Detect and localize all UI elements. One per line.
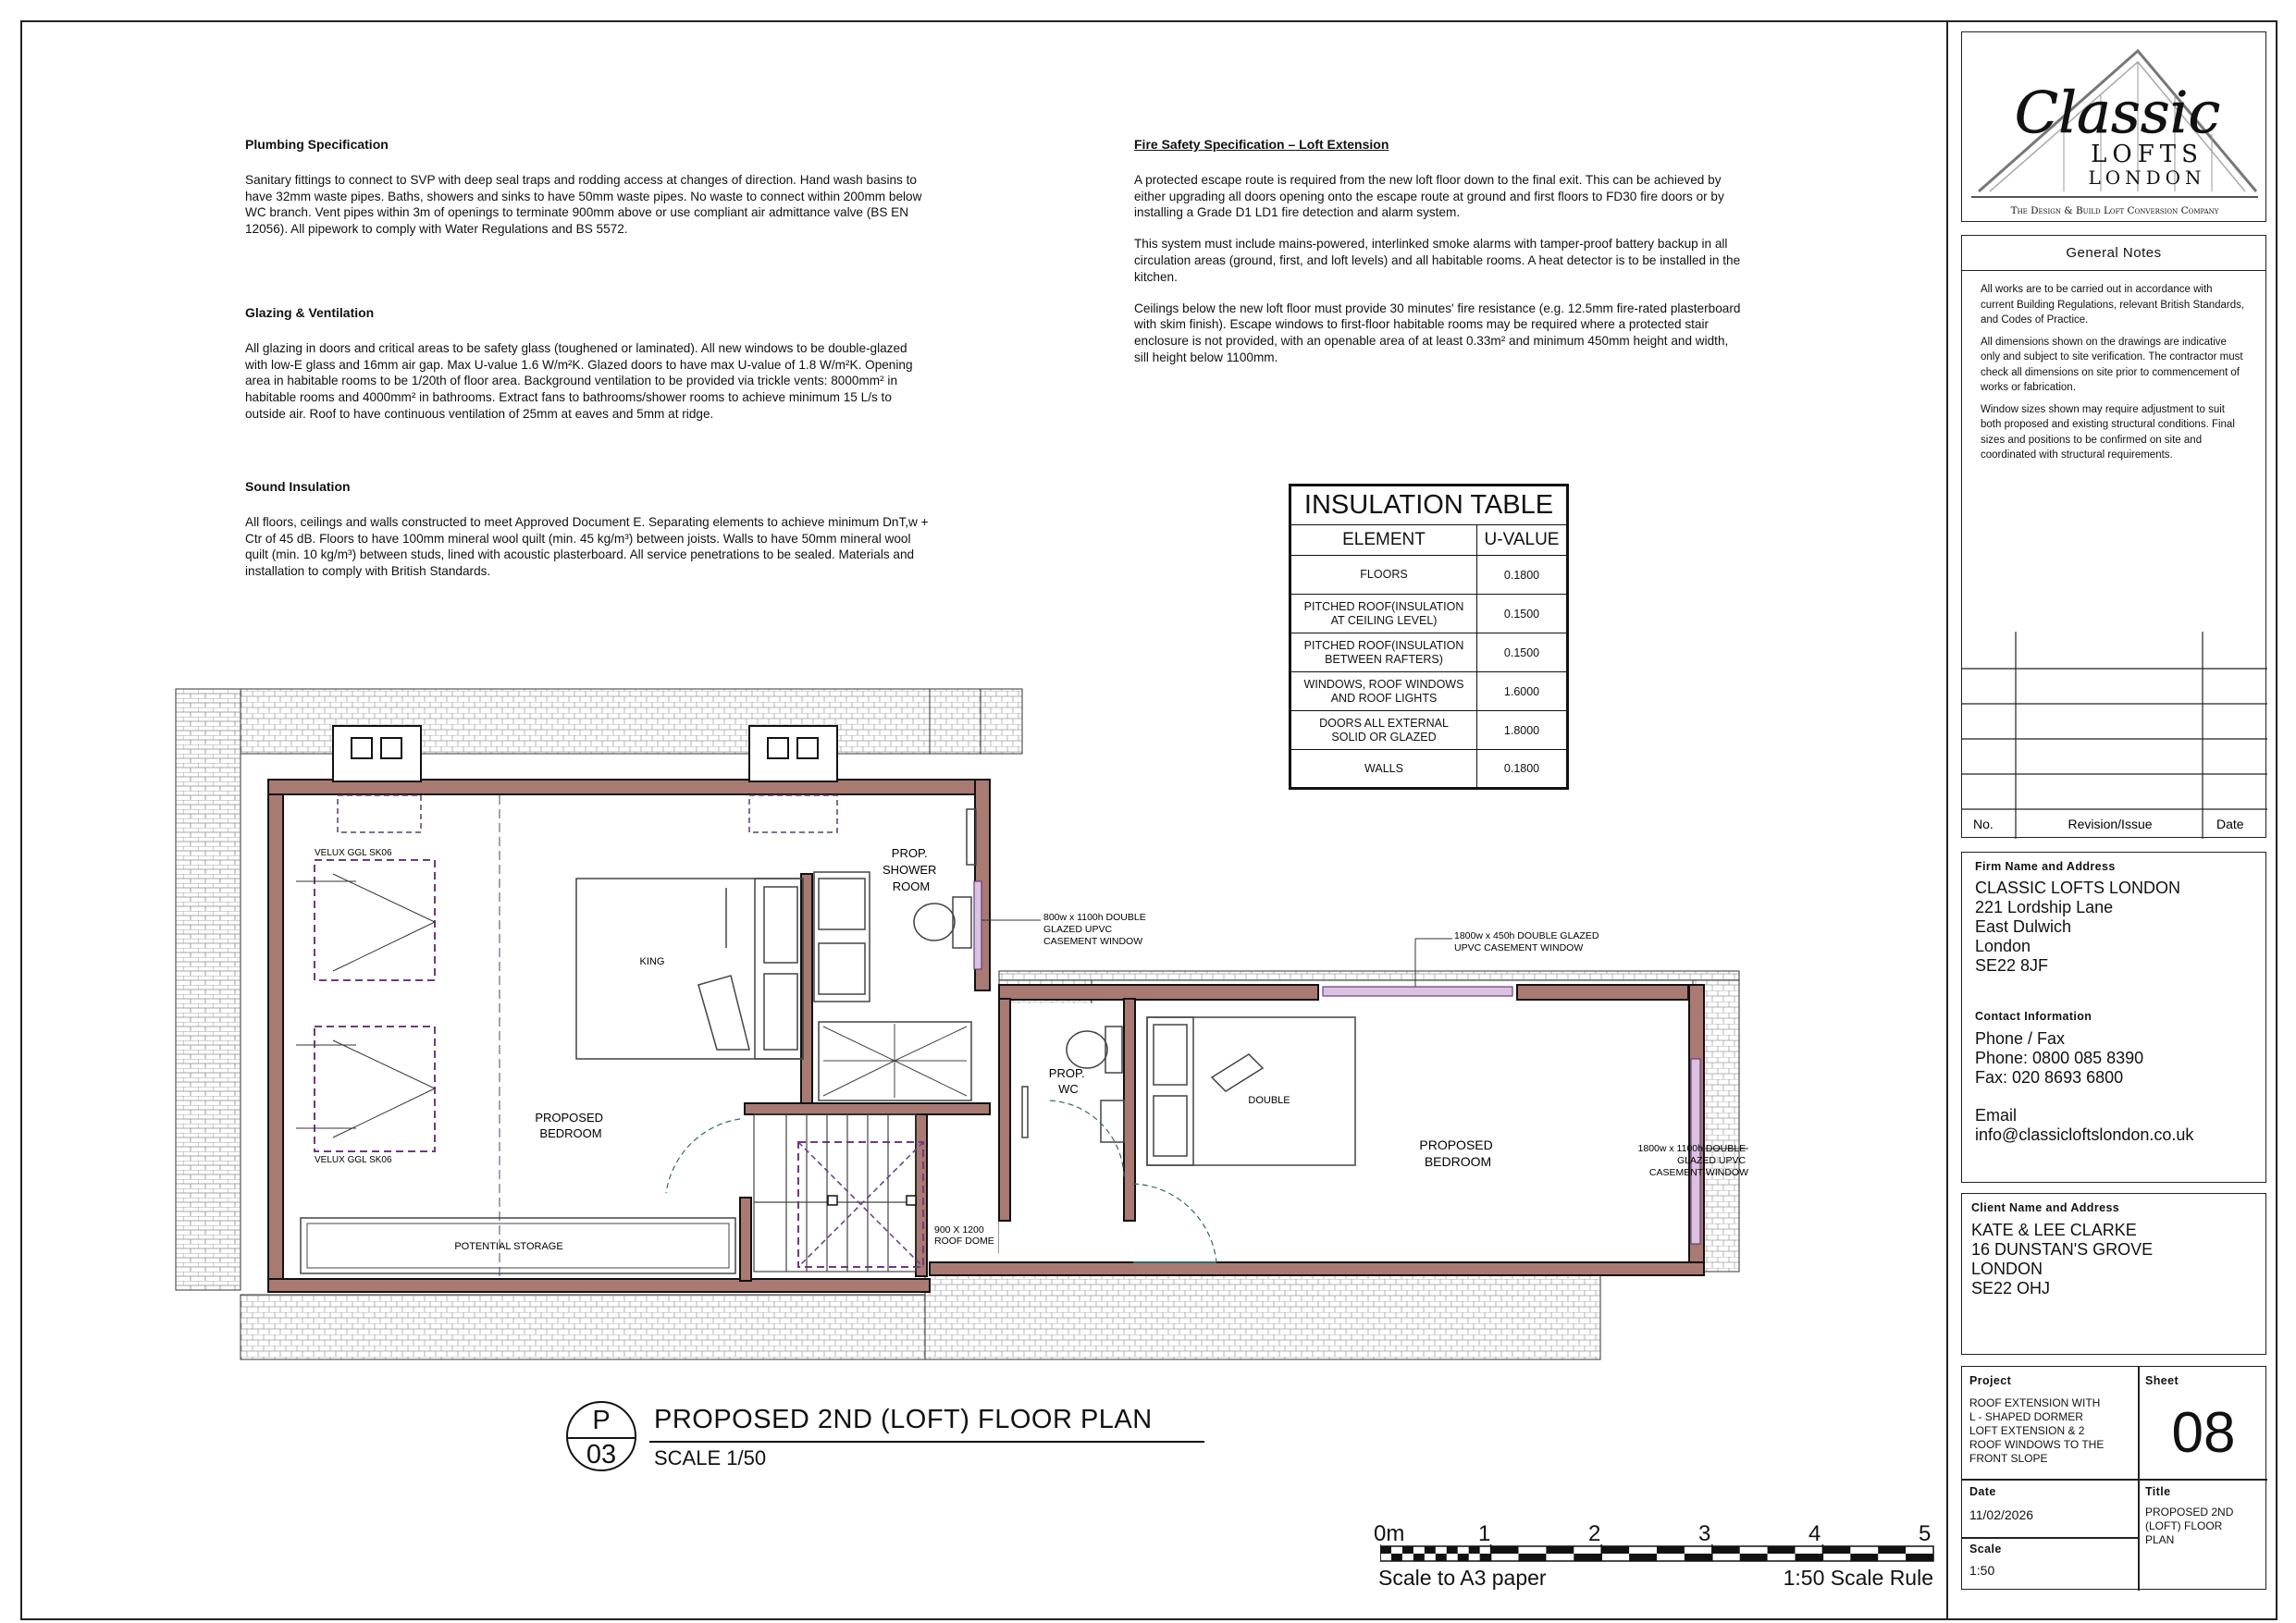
scale-caption-right: 1:50 Scale Rule xyxy=(1783,1566,1933,1590)
fire-p3: Ceilings below the new loft floor must provide 30 minutes' fire resistance (e.g. 12.5mm fire-rated plasterboard with skim finish). Escape windows to first-floor habitable rooms may be required where a protected stair enclosure is not provided, with an openable area of at least 0.33m² and minimum 450mm height and width, sill height below 1100mm. xyxy=(1134,301,1741,364)
sound-body: All floors, ceilings and walls constructed to meet Approved Document E. Separating elements to achieve minimum DnT,w + Ctr of 45 dB. Floors to have 100mm mineral wool quilt (min. 45 kg/m³) between joists. Walls to have 50mm mineral wool quilt (min. 10 kg/m³) between studs, lined with acoustic plasterboard. All service penetrations to be sealed. Materials and installation to comply with British Standards. xyxy=(245,514,929,579)
shower-window xyxy=(974,881,981,969)
contact-line: Phone: 0800 085 8390 xyxy=(1975,1049,2144,1067)
ruler-block xyxy=(1402,1546,1413,1554)
drawing-title-rule xyxy=(649,1441,1204,1443)
client-box xyxy=(1961,1193,2266,1355)
ruler-block xyxy=(1850,1554,1878,1561)
project-line: ROOF EXTENSION WITH xyxy=(1969,1396,2101,1409)
shower-label-line: ROOM xyxy=(892,879,931,893)
firm-heading: Firm Name and Address xyxy=(1975,860,2116,873)
title-block-divider xyxy=(1946,20,1948,1620)
velux-label-bottom: VELUX GGL SK06 xyxy=(315,1155,392,1165)
title-label: Title xyxy=(2145,1485,2171,1498)
logo-box xyxy=(1961,31,2266,222)
roof-top-right xyxy=(930,689,981,754)
king-label: KING xyxy=(639,956,665,967)
glazing-spec xyxy=(245,305,930,437)
client-line: LONDON xyxy=(1971,1260,2043,1278)
date-value: 11/02/2026 xyxy=(1969,1507,2034,1522)
dormer-window xyxy=(1323,987,1512,996)
ruler-block xyxy=(1491,1546,1519,1554)
wall-left xyxy=(268,780,283,1279)
ruler-block xyxy=(1712,1546,1740,1554)
company-logo xyxy=(1962,32,2267,223)
wall-stair-bottom xyxy=(740,1198,751,1281)
fire-title: Fire Safety Specification – Loft Extension xyxy=(1134,137,1389,152)
project-divider-h xyxy=(1962,1479,2267,1481)
velux-label-top: VELUX GGL SK06 xyxy=(315,848,392,858)
chimney-right xyxy=(749,726,837,781)
double-label: DOUBLE xyxy=(1248,1095,1290,1106)
dormer-window-label xyxy=(1454,930,1601,953)
ruler-block xyxy=(1768,1546,1796,1554)
project-line: L - SHAPED DORMER xyxy=(1969,1410,2083,1423)
ruler-block xyxy=(1391,1554,1402,1561)
shower-window-label xyxy=(1043,912,1149,947)
firm-line: CLASSIC LOFTS LONDON xyxy=(1975,879,2181,897)
badge-bottom: 03 xyxy=(586,1440,617,1469)
wall-stair-right xyxy=(916,1114,927,1276)
col-uvalue: U-VALUE xyxy=(1477,525,1568,556)
general-note: All works are to be carried out in accordance with current Building Regulations, relevant British Standards, and Codes of Practice. xyxy=(1981,284,2245,326)
shower-label-line: PROP. xyxy=(891,846,928,860)
element-label: WINDOWS, ROOF WINDOWS xyxy=(1303,677,1464,691)
revision-table xyxy=(1962,632,2267,839)
uvalue: 1.8000 xyxy=(1477,711,1568,750)
wall-bottom-left xyxy=(268,1279,930,1292)
ruler-block xyxy=(1413,1554,1425,1561)
ruler-block xyxy=(1822,1546,1850,1554)
drawing-badge xyxy=(566,1401,636,1471)
plumbing-body: Sanitary fittings to connect to SVP with deep seal traps and rodding access at changes of direction. Hand wash basins to have 32mm waste pipes. Baths, showers and sinks to have 50mm waste pipes. No waste to connect within 200mm below WC branch. Vent pipes within 3m of openings to terminate 900mm above or use compliant air admittance valve (BS EN 12056). All pipework to comply with Water Regulations and BS 5572. xyxy=(245,172,922,237)
scale-label: Scale xyxy=(1969,1543,2002,1555)
scale-value: 1:50 xyxy=(1969,1563,1995,1578)
table-row xyxy=(1290,633,1568,672)
ruler-block xyxy=(1796,1554,1823,1561)
roof-dome-label-line: ROOF DOME xyxy=(934,1236,994,1247)
rear-window-label-line: 1800w x 1100h DOUBLE xyxy=(1637,1143,1747,1154)
project-label: Project xyxy=(1969,1374,2012,1387)
contact-heading: Contact Information xyxy=(1975,1010,2092,1023)
element-label: PITCHED ROOF(INSULATION xyxy=(1303,638,1464,652)
uvalue: 0.1800 xyxy=(1477,556,1568,595)
client-heading: Client Name and Address xyxy=(1971,1201,2120,1214)
logo-lofts: LOFTS xyxy=(2091,141,2203,168)
ruler-block xyxy=(1458,1554,1469,1561)
table-row xyxy=(1290,595,1568,633)
project-box xyxy=(1961,1366,2266,1590)
sheet-number: 08 xyxy=(2171,1401,2236,1465)
wc-label-line: WC xyxy=(1058,1082,1079,1096)
ruler-block xyxy=(1657,1546,1685,1554)
firm-box xyxy=(1961,852,2266,1183)
logo-london: LONDON xyxy=(2088,166,2206,189)
col-element: ELEMENT xyxy=(1290,525,1477,556)
sound-title: Sound Insulation xyxy=(245,479,351,494)
bedroom-2-label-line: PROPOSED xyxy=(1419,1137,1493,1152)
firm-line: 221 Lordship Lane xyxy=(1975,898,2114,916)
badge-top: P xyxy=(592,1406,611,1435)
title-line: PLAN xyxy=(2145,1533,2175,1546)
client-line: 16 DUNSTAN'S GROVE xyxy=(1971,1240,2154,1259)
title-line: (LOFT) FLOOR xyxy=(2145,1519,2223,1532)
roof-bottom xyxy=(241,1295,925,1359)
client-line: SE22 OHJ xyxy=(1971,1279,2051,1297)
uvalue: 1.6000 xyxy=(1477,672,1568,711)
dormer-window-label-line: UPVC CASEMENT WINDOW xyxy=(1454,942,1584,953)
ruler-block xyxy=(1480,1554,1491,1561)
wall-dormer-top-right xyxy=(1517,985,1688,1000)
ruler-block xyxy=(1574,1554,1601,1561)
contact-details xyxy=(1975,1029,2143,1088)
uvalue: 0.1800 xyxy=(1477,750,1568,789)
roof-dormer-top xyxy=(999,971,1739,980)
badge-divider xyxy=(568,1437,635,1439)
plumbing-title: Plumbing Specification xyxy=(245,137,389,152)
wall-dormer-top-left xyxy=(999,985,1318,1000)
sound-spec xyxy=(245,479,930,595)
scale-bar xyxy=(1369,1521,1943,1595)
general-notes-list xyxy=(1962,271,2265,463)
general-notes-box xyxy=(1961,235,2266,838)
contact-line: Fax: 020 8693 6800 xyxy=(1975,1068,2124,1087)
ruler-block xyxy=(1425,1546,1436,1554)
roof-dome-label xyxy=(934,1224,994,1247)
project-line: ROOF WINDOWS TO THE xyxy=(1969,1438,2105,1451)
shower-window-label-line: 800w x 1100h DOUBLE xyxy=(1043,912,1146,923)
email-link[interactable]: info@classicloftslondon.co.uk xyxy=(1975,1125,2194,1144)
rev-date-header: Date xyxy=(2216,817,2244,831)
firm-line: East Dulwich xyxy=(1975,917,2072,936)
bedroom-2-label-line: BEDROOM xyxy=(1424,1154,1492,1169)
element-label: DOORS ALL EXTERNAL xyxy=(1319,716,1449,730)
fire-spec xyxy=(1134,137,1745,381)
client-line: KATE & LEE CLARKE xyxy=(1971,1221,2137,1239)
element-label: WALLS xyxy=(1364,761,1403,775)
email-label: Email xyxy=(1975,1106,2018,1125)
uvalue: 0.1500 xyxy=(1477,633,1568,672)
rear-window-label-line: CASEMENT WINDOW xyxy=(1648,1167,1748,1178)
chimney-left xyxy=(333,726,421,781)
scale-label: 2 xyxy=(1588,1521,1601,1546)
drawing-title-text: PROPOSED 2ND (LOFT) FLOOR PLAN xyxy=(654,1405,1153,1434)
chimney-right-pot-1 xyxy=(768,738,788,758)
ruler-block xyxy=(1469,1546,1480,1554)
shower-window-label-line: GLAZED UPVC xyxy=(1043,924,1113,935)
ruler-block xyxy=(1436,1554,1447,1561)
ruler-block xyxy=(1519,1554,1547,1561)
title-line: PROPOSED 2ND xyxy=(2145,1506,2234,1518)
ruler-block xyxy=(1740,1554,1768,1561)
date-divider xyxy=(1962,1537,2138,1539)
project-line: LOFT EXTENSION & 2 xyxy=(1969,1424,2085,1437)
contact-line: Phone / Fax xyxy=(1975,1029,2066,1048)
dormer-window-label-line: 1800w x 450h DOUBLE GLAZED xyxy=(1454,930,1599,941)
rev-no-header: No. xyxy=(1973,817,1994,831)
date-label: Date xyxy=(1969,1485,1996,1498)
fire-p2: This system must include mains-powered, interlinked smoke alarms with tamper-proof battery backup in all circulation areas (ground, first, and loft levels) and all habitable rooms. A heat detector is to be installed in the kitchen. xyxy=(1134,237,1741,284)
plumbing-spec xyxy=(245,137,930,252)
scale-label: 0m xyxy=(1374,1521,1405,1546)
newel-post xyxy=(828,1196,837,1205)
party-wall-left xyxy=(176,689,241,1290)
general-notes-heading: General Notes xyxy=(1962,236,2265,271)
rear-window-label-line: GLAZED UPVC xyxy=(1676,1155,1747,1166)
floor-plan xyxy=(139,677,1748,1373)
ruler-block xyxy=(1601,1546,1629,1554)
roof-dome-label-line: 900 X 1200 xyxy=(934,1224,984,1236)
bedroom-1-label-line: PROPOSED xyxy=(535,1111,604,1125)
wall-wc-right xyxy=(1124,999,1135,1221)
project-line: FRONT SLOPE xyxy=(1969,1452,2048,1465)
scale-label: 5 xyxy=(1919,1521,1932,1546)
insulation-table-title: INSULATION TABLE xyxy=(1290,486,1568,525)
logo-classic: Classic xyxy=(2014,79,2221,146)
ruler-block xyxy=(1878,1546,1906,1554)
sheet-label: Sheet xyxy=(2145,1374,2179,1387)
rev-issue-header: Revision/Issue xyxy=(2068,817,2153,831)
wall-shower-bottom xyxy=(745,1103,990,1114)
chimney-right-pot-2 xyxy=(797,738,818,758)
roof-rear xyxy=(925,1272,1600,1359)
scale-caption-left: Scale to A3 paper xyxy=(1378,1566,1547,1590)
logo-tagline: The Design & Build Loft Conversion Company xyxy=(2010,205,2219,216)
wall-wc-left xyxy=(999,999,1010,1221)
rear-floor xyxy=(999,1003,1693,1276)
fire-p1: A protected escape route is required from the new loft floor down to the final exit. This can be achieved by either upgrading all doors opening onto the escape route at ground and first floors to FD30 fire doors or by installing a Grade D1 LD1 fire detection and alarm system. xyxy=(1134,172,1724,220)
drawing-scale: SCALE 1/50 xyxy=(654,1446,767,1469)
main-floor xyxy=(282,795,976,1276)
general-note: Window sizes shown may require adjustment to suit both proposed and existing structural conditions. Final sizes and positions to be confirmed on site and coordinated with structural requirements. xyxy=(1981,403,2235,461)
glazing-title: Glazing & Ventilation xyxy=(245,305,375,320)
shower-window-label-line: CASEMENT WINDOW xyxy=(1043,936,1143,947)
element-label: AND ROOF LIGHTS xyxy=(1330,691,1438,705)
firm-line: SE22 8JF xyxy=(1975,956,2049,975)
client-address xyxy=(1971,1221,2153,1298)
scale-label: 4 xyxy=(1808,1521,1821,1546)
bedroom-1-label-line: BEDROOM xyxy=(539,1126,602,1140)
scale-label: 3 xyxy=(1698,1521,1711,1546)
wc-label-line: PROP. xyxy=(1048,1066,1085,1080)
newel-post xyxy=(907,1196,916,1205)
ruler-block xyxy=(1447,1546,1458,1554)
chimney-left-pot-2 xyxy=(381,738,401,758)
ruler-block xyxy=(1546,1546,1574,1554)
drawing-title xyxy=(566,1401,1214,1475)
uvalue: 0.1500 xyxy=(1477,595,1568,633)
firm-address xyxy=(1975,879,2180,976)
firm-line: London xyxy=(1975,937,2031,955)
title-value xyxy=(2145,1506,2233,1547)
glazing-body: All glazing in doors and critical areas to be safety glass (toughened or laminated). All new windows to be double-glazed with low-E glass and 16mm air gap. Max U-value 1.6 W/m²K. Glazed doors to have max U-value of 1.8 W/m²K. Opening area in habitable rooms to be 1/20th of floor area. Background ventilation to be provided via trickle vents: 8000mm² in habitable rooms and 4000mm² in bathrooms. Extract fans to bathrooms/shower rooms to achieve minimum 15 L/s to outside air. Roof to have continuous ventilation of 25mm at eaves and 5mm at ridge. xyxy=(245,340,913,421)
wall-rear xyxy=(930,1262,1704,1275)
ruler-block xyxy=(1629,1554,1657,1561)
ruler-block xyxy=(1906,1554,1933,1561)
ruler-block xyxy=(1685,1554,1712,1561)
general-note: All dimensions shown on the drawings are indicative only and subject to site verification. The contractor must check all dimensions on site prior to commencement of works or fabrication. xyxy=(1981,336,2243,393)
table-row xyxy=(1290,556,1568,595)
scale-label: 1 xyxy=(1478,1521,1491,1546)
ruler-block xyxy=(1380,1546,1391,1554)
element-label: SOLID OR GLAZED xyxy=(1331,730,1437,744)
element-label: PITCHED ROOF(INSULATION xyxy=(1303,599,1464,613)
shower-label-line: SHOWER xyxy=(882,863,937,877)
element-label: BETWEEN RAFTERS) xyxy=(1325,652,1443,666)
storage-label: POTENTIAL STORAGE xyxy=(454,1241,563,1252)
element-label: FLOORS xyxy=(1360,568,1408,581)
chimney-left-pot-1 xyxy=(352,738,372,758)
project-description xyxy=(1969,1396,2104,1466)
element-label: AT CEILING LEVEL) xyxy=(1330,613,1438,627)
